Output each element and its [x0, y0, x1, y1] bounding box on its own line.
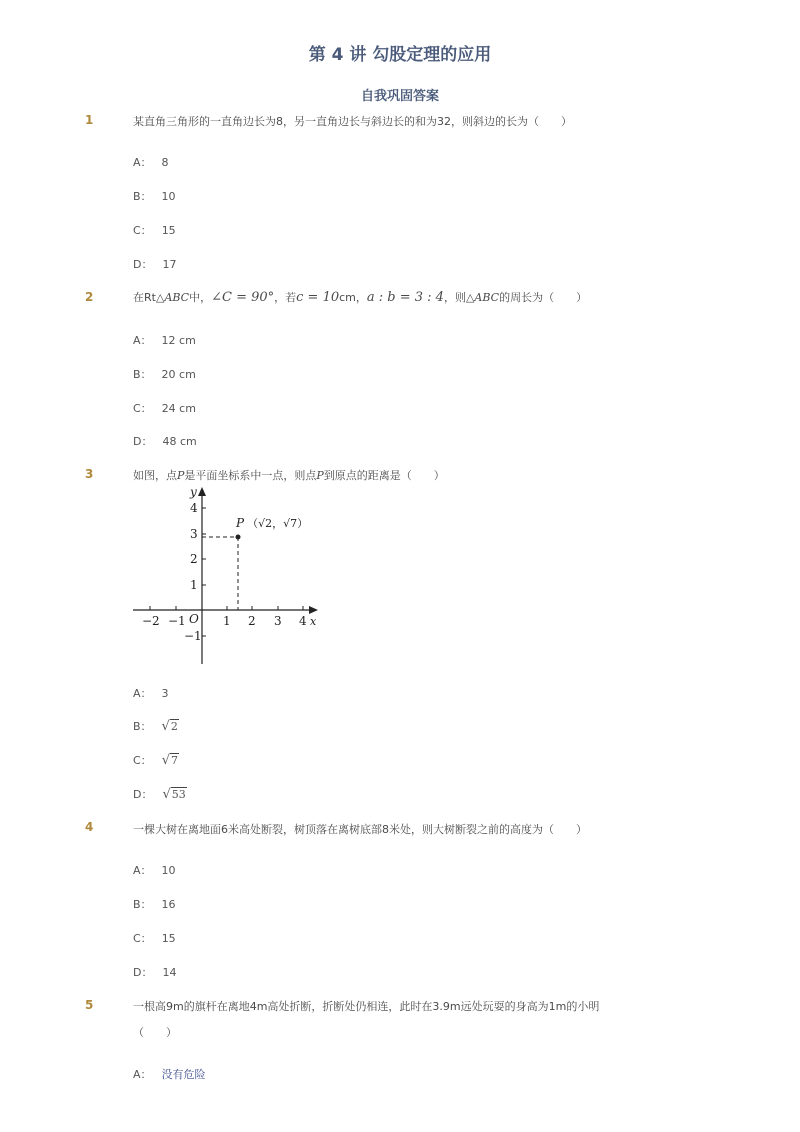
- option-b[interactable]: [133, 718, 179, 734]
- option-c[interactable]: [133, 752, 179, 768]
- x-tick-label: 3: [274, 614, 282, 628]
- x-tick-label: 2: [248, 614, 256, 628]
- option-value: 10: [161, 190, 176, 203]
- question-text-line2: （ ）: [133, 1026, 177, 1039]
- y-tick-label: 3: [190, 527, 198, 541]
- question-text: 在Rt△ABC中，∠C = 90°，若c = 10cm，a : b = 3 : 4，则△ABC的周长为（ ）: [133, 290, 588, 305]
- y-tick-label: 2: [190, 552, 198, 566]
- option-value: 15: [161, 932, 176, 945]
- y-tick-label: 4: [190, 501, 198, 515]
- point-label: P （√2，√7）: [236, 516, 309, 530]
- page-title: 第 4 讲 勾股定理的应用: [308, 45, 492, 65]
- question-number: 1: [85, 113, 94, 127]
- option-label: B：: [133, 720, 152, 733]
- x-tick-label: −1: [168, 614, 186, 628]
- option-b[interactable]: [133, 188, 176, 204]
- option-c[interactable]: [133, 400, 196, 416]
- option-a[interactable]: [133, 1066, 206, 1082]
- option-value: 14: [162, 966, 177, 979]
- section-subtitle: 自我巩固答案: [360, 89, 439, 104]
- option-value: 17: [162, 258, 177, 271]
- option-label: A：: [133, 1068, 152, 1081]
- option-value: 12 cm: [161, 334, 196, 347]
- option-label: B：: [133, 368, 152, 381]
- origin-label: O: [189, 612, 199, 626]
- option-label: D：: [133, 966, 153, 979]
- option-b[interactable]: [133, 366, 196, 382]
- question-text: 如图，点P是平面坐标系中一点，则点P到原点的距离是（ ）: [133, 469, 445, 482]
- option-label: B：: [133, 898, 152, 911]
- question-text: 一棵大树在离地面6米高处断裂，树顶落在离树底部8米处，则大树断裂之前的高度为（ ）: [133, 823, 587, 836]
- option-value: 10: [161, 864, 176, 877]
- y-axis-label: y: [190, 485, 197, 499]
- question-number: 3: [85, 467, 94, 481]
- option-c[interactable]: [133, 222, 176, 238]
- option-b[interactable]: [133, 896, 176, 912]
- option-value: √2: [161, 719, 178, 734]
- option-a[interactable]: [133, 685, 169, 701]
- option-d[interactable]: [133, 964, 176, 980]
- x-tick-label: 1: [223, 614, 231, 628]
- option-label: D：: [133, 788, 153, 801]
- option-d[interactable]: [133, 433, 197, 449]
- option-value: √53: [162, 787, 186, 802]
- option-value: 48 cm: [162, 435, 197, 448]
- x-axis-arrow: [309, 606, 318, 614]
- x-tick-label: 4: [299, 614, 307, 628]
- question-number: 2: [85, 290, 94, 304]
- option-label: A：: [133, 334, 152, 347]
- question-text: 一根高9m的旗杆在离地4m高处折断，折断处仍相连，此时在3.9m远处玩耍的身高为1m的小明: [133, 1000, 600, 1013]
- y-axis-arrow: [198, 487, 206, 496]
- option-label: A：: [133, 864, 152, 877]
- x-tick-label: −2: [142, 614, 160, 628]
- question-text: 某直角三角形的一直角边长为8，另一直角边长与斜边长的和为32，则斜边的长为（ ）: [133, 115, 572, 128]
- option-value: 3: [161, 687, 169, 700]
- option-value: √7: [161, 753, 178, 768]
- option-label: C：: [133, 402, 152, 415]
- option-label: A：: [133, 156, 152, 169]
- question-number: 4: [85, 820, 94, 834]
- option-label: C：: [133, 932, 152, 945]
- option-label: D：: [133, 258, 153, 271]
- option-a[interactable]: [133, 862, 176, 878]
- option-c[interactable]: [133, 930, 176, 946]
- question-number: 5: [85, 998, 94, 1012]
- option-d[interactable]: [133, 256, 176, 272]
- option-label: C：: [133, 224, 152, 237]
- option-value: 没有危险: [161, 1068, 206, 1081]
- option-value: 8: [161, 156, 169, 169]
- option-label: D：: [133, 435, 153, 448]
- option-value: 20 cm: [161, 368, 196, 381]
- y-tick-label: 1: [190, 578, 198, 592]
- option-a[interactable]: [133, 332, 196, 348]
- option-d[interactable]: [133, 786, 187, 802]
- option-label: A：: [133, 687, 152, 700]
- x-axis-label: x: [310, 615, 317, 628]
- option-value: 24 cm: [161, 402, 196, 415]
- point-p: [236, 535, 241, 540]
- option-label: C：: [133, 754, 152, 767]
- option-label: B：: [133, 190, 152, 203]
- coordinate-graph: [128, 484, 328, 669]
- option-value: 16: [161, 898, 176, 911]
- y-tick-label: −1: [184, 629, 202, 643]
- option-a[interactable]: [133, 154, 169, 170]
- option-value: 15: [161, 224, 176, 237]
